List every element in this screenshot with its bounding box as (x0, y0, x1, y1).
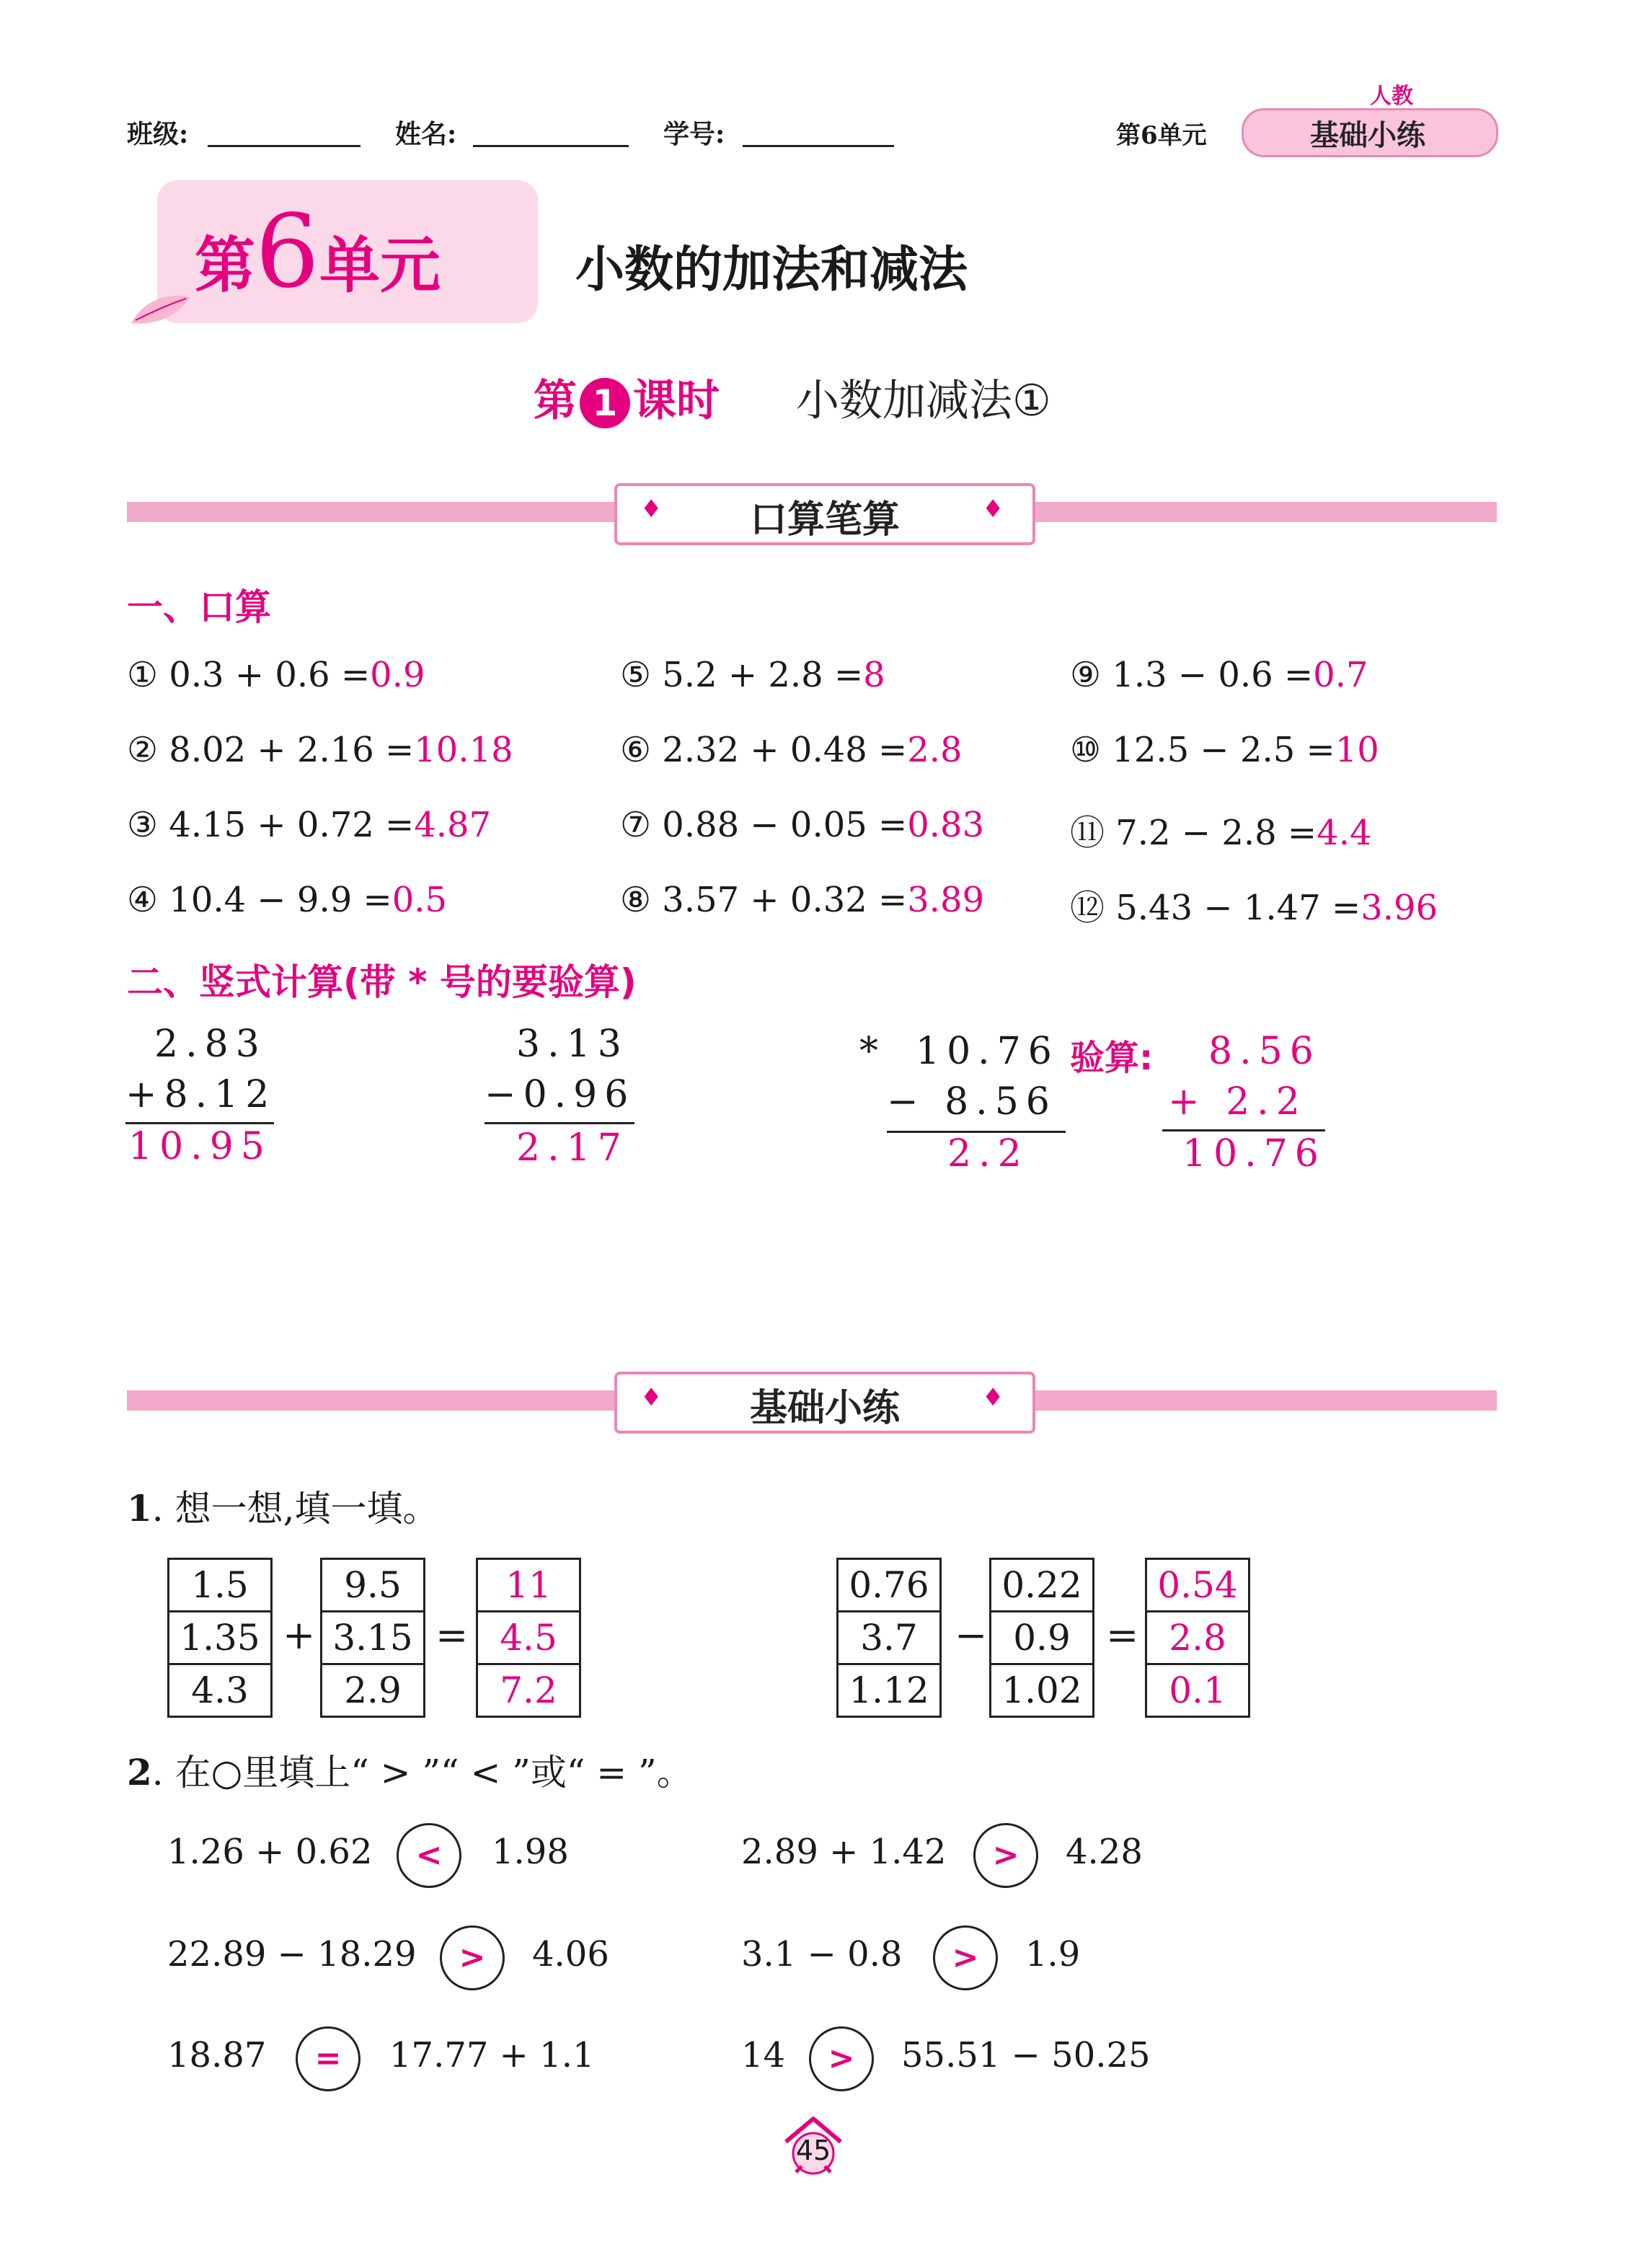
calc3-star: * (859, 1030, 885, 1073)
table-cell: 1.12 (838, 1664, 941, 1717)
compare-left: 3.1 − 0.8 (741, 1934, 903, 1974)
oral-item: ⑥ 2.32 + 0.48 =2.8 (620, 730, 963, 770)
sub-result-table (1145, 1558, 1250, 1718)
oral-item: ⑧ 3.57 + 0.32 =3.89 (620, 880, 985, 920)
unit-tag: 第6单元 (1116, 121, 1207, 150)
calc1-result: 10.95 (128, 1125, 272, 1168)
check-label: 验算: (1070, 1038, 1154, 1078)
table-cell: 11 (477, 1559, 580, 1612)
compare-left: 2.89 + 1.42 (741, 1832, 947, 1872)
sub-table-2 (989, 1558, 1094, 1718)
add-table-1 (167, 1558, 273, 1718)
compare-circle: > (809, 2026, 874, 2091)
compare-right: 55.51 − 50.25 (901, 2035, 1151, 2075)
check-result: 10.76 (1182, 1132, 1326, 1175)
lesson-title: 小数加减法① (796, 376, 1051, 426)
compare-right: 17.77 + 1.1 (389, 2035, 595, 2075)
publisher-label: 人教 (1370, 84, 1413, 109)
leaf-icon (128, 290, 193, 329)
table-cell: 0.1 (1146, 1664, 1249, 1717)
calc2-bottom: −0.96 (485, 1073, 636, 1116)
lesson-label (534, 366, 720, 428)
calc1-top: 2.83 (154, 1023, 267, 1066)
section2-title: 基础小练 (749, 1387, 900, 1430)
compare-left: 18.87 (167, 2035, 267, 2075)
plus-sign: + (283, 1612, 316, 1658)
diamond-icon: ♦ (982, 1383, 1004, 1412)
calc3-result: 2.2 (947, 1132, 1029, 1175)
name-label: 姓名: (395, 119, 457, 149)
oral-item: ① 0.3 + 0.6 =0.9 (127, 655, 425, 695)
compare-circle: = (296, 2026, 360, 2091)
unit-number: 6 (255, 193, 320, 311)
calc3-top: 10.76 (916, 1030, 1059, 1073)
table-cell: 3.15 (322, 1612, 425, 1664)
table-cell: 0.54 (1146, 1559, 1249, 1612)
q1-prompt: 1. 想一想,填一填。 (127, 1487, 439, 1530)
sub-table-1 (836, 1558, 942, 1718)
oral-item: ② 8.02 + 2.16 =10.18 (127, 730, 513, 770)
unit-main-title: 小数的加法和减法 (575, 242, 968, 299)
lesson-number-badge: 1 (580, 378, 630, 428)
page-number: 45 (795, 2135, 831, 2166)
oral-item: ③ 4.15 + 0.72 =4.87 (127, 805, 492, 845)
oral-item: ⑨ 1.3 − 0.6 =0.7 (1070, 655, 1368, 695)
table-cell: 0.76 (838, 1559, 941, 1612)
section1-title: 口算笔算 (749, 498, 900, 542)
check-top: 8.56 (1208, 1030, 1321, 1073)
add-table-2 (320, 1558, 425, 1718)
unit-number-title (195, 193, 441, 311)
calc2-line (485, 1122, 634, 1124)
compare-left: 1.26 + 0.62 (167, 1832, 373, 1872)
compare-circle: < (397, 1823, 461, 1888)
calc2-top: 3.13 (516, 1023, 629, 1066)
calc3-bottom: − 8.56 (887, 1080, 1057, 1124)
name-blank (473, 145, 629, 147)
table-cell: 2.9 (322, 1664, 425, 1717)
compare-circle: > (933, 1925, 998, 1990)
diamond-icon: ♦ (982, 495, 1004, 524)
check-line (1162, 1129, 1325, 1131)
vertical-heading: 二、竖式计算(带 * 号的要验算) (127, 961, 637, 1003)
table-cell: 0.9 (991, 1612, 1094, 1664)
table-cell: 1.02 (991, 1664, 1094, 1717)
calc1-line (125, 1122, 274, 1124)
calc2-result: 2.17 (516, 1126, 629, 1170)
check-bottom: + 2.2 (1168, 1080, 1307, 1124)
compare-right: 1.98 (492, 1832, 569, 1872)
unit-suffix: 单元 (319, 229, 441, 301)
unit-prefix: 第 (195, 229, 256, 301)
diamond-icon: ♦ (640, 1383, 663, 1412)
q2-prompt: 2. 在○里填上“ > ”“ < ”或“ = ”。 (127, 1751, 693, 1793)
table-cell: 3.7 (838, 1612, 941, 1664)
equals-sign: = (1106, 1612, 1139, 1658)
id-blank (743, 145, 894, 147)
id-label: 学号: (663, 119, 725, 149)
class-blank (208, 145, 360, 147)
oral-item: ⑦ 0.88 − 0.05 =0.83 (620, 805, 985, 845)
compare-right: 4.28 (1066, 1832, 1143, 1872)
compare-left: 22.89 − 18.29 (167, 1934, 417, 1974)
diamond-icon: ♦ (640, 495, 663, 524)
compare-left: 14 (741, 2035, 786, 2075)
oral-item: ⑤ 5.2 + 2.8 =8 (620, 655, 885, 695)
add-result-table (476, 1558, 581, 1718)
calc1-bottom: +8.12 (125, 1073, 277, 1116)
equals-sign: = (435, 1612, 469, 1658)
oral-item: ⑫ 5.43 − 1.47 =3.96 (1070, 888, 1438, 928)
table-cell: 0.22 (991, 1559, 1094, 1612)
minus-sign: − (955, 1612, 988, 1658)
brand-name: 基础小练 (1310, 118, 1425, 152)
table-cell: 1.35 (169, 1612, 272, 1664)
class-label: 班级: (127, 119, 189, 149)
table-cell: 4.3 (169, 1664, 272, 1717)
oral-item: ④ 10.4 − 9.9 =0.5 (127, 880, 448, 920)
table-cell: 2.8 (1146, 1612, 1249, 1664)
oral-item: ⑪ 7.2 − 2.8 =4.4 (1070, 813, 1372, 853)
compare-circle: > (440, 1925, 505, 1990)
compare-right: 4.06 (532, 1934, 609, 1974)
oral-item: ⑩ 12.5 − 2.5 =10 (1070, 730, 1379, 770)
table-cell: 7.2 (477, 1664, 580, 1717)
table-cell: 4.5 (477, 1612, 580, 1664)
compare-circle: > (973, 1823, 1038, 1888)
oral-heading: 一、口算 (127, 586, 271, 628)
table-cell: 9.5 (322, 1559, 425, 1612)
table-cell: 1.5 (169, 1559, 272, 1612)
lesson-suffix: 课时 (633, 376, 720, 426)
lesson-prefix: 第 (534, 376, 577, 426)
compare-right: 1.9 (1025, 1934, 1081, 1974)
